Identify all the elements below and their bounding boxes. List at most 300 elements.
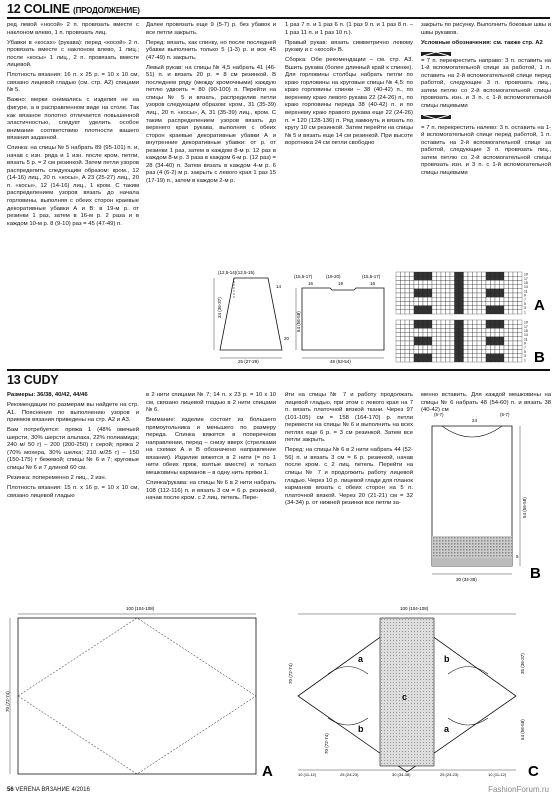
- chart-cell: [500, 324, 505, 328]
- chart-cell: [513, 358, 518, 362]
- chart-cell: [455, 280, 460, 284]
- chart-cell: [437, 337, 442, 341]
- chart-cell: [414, 337, 419, 341]
- chart-cell: [446, 354, 451, 358]
- body-schematic: [292, 268, 392, 364]
- chart-cell: [504, 297, 509, 301]
- chart-cell: [473, 337, 478, 341]
- chart-cell: [468, 289, 473, 293]
- chart-cell: [410, 285, 415, 289]
- chart-cell: [414, 301, 419, 305]
- chart-cell: [423, 328, 428, 332]
- chart-row-number: 7: [524, 345, 526, 350]
- chart-cell: [455, 341, 460, 345]
- paragraph: 1 раз 7 п. и 1 раз 6 п. (1 раз 9 п. и 1 раз 8 п. – 1 раз 11 п. и 1 раз 10 п.).: [285, 22, 413, 36]
- chart-cell: [410, 276, 415, 280]
- chart-cell: [518, 349, 523, 353]
- paragraph: Спинка: на спицы № 5 набрать 89 (95-101) п. и, начав с изн. ряда и 1 изн. после кром. петли, вязать 5 р. = 2 см резинкой. Затем петли узоров распределить следующим образом: кром., 12 (14-16) лиц., 20 п. «косы», А 23 (25-27) лиц., 20 п. «косы», 12 (14-16) лиц., 1 кром. С таким распределением узоров вязать до начала горловины, выполняя с обеих сторон краевые декоративные убавки А и В: в 19-м р. от резинки 1 раз, затем в 16-м р. 2 раза и в каждом 10-м р. 8 (9-10) раз = 45 (47-49) п.: [7, 145, 139, 227]
- chart-cell: [410, 341, 415, 345]
- chart-cell: [473, 280, 478, 284]
- chart-cell: [450, 354, 455, 358]
- chart-cell: [491, 354, 496, 358]
- chart-cell: [518, 293, 523, 297]
- chart-cell: [500, 272, 505, 276]
- chart-cell: [459, 349, 464, 353]
- chart-cell: [468, 328, 473, 332]
- section-13-title: CUDY: [23, 373, 59, 387]
- chart-cell: [509, 354, 514, 358]
- chart-cell: [401, 289, 406, 293]
- chart-cell: [459, 358, 464, 362]
- chart-cell: [423, 306, 428, 310]
- chart-cell: [441, 285, 446, 289]
- chart-cell: [441, 272, 446, 276]
- chart-cell: [513, 328, 518, 332]
- section-13-col-3: [285, 392, 413, 510]
- chart-cell: [482, 301, 487, 305]
- chart-cell: [468, 337, 473, 341]
- chart-cell: [432, 310, 437, 314]
- chart-cell: [455, 272, 460, 276]
- chart-cell: [491, 276, 496, 280]
- chart-cell: [477, 349, 482, 353]
- chart-cell: [410, 306, 415, 310]
- chart-row-number: 5: [524, 350, 526, 354]
- chart-cell: [482, 280, 487, 284]
- chart-cell: [509, 333, 514, 337]
- chart-cell: [504, 354, 509, 358]
- chart-cell: [491, 280, 496, 284]
- chart-cell: [428, 289, 433, 293]
- chart-cell: [450, 276, 455, 280]
- chart-cell: [414, 280, 419, 284]
- chart-cell: [423, 301, 428, 305]
- paragraph: = 7 п. перекрестить направо: 3 п. оставить на 1-й вспомогательной спице за работой, 1 п. оставить на 2-й вспомогательной спице перед работой, следующие 3 п. провязать лиц., затем петлю со 2-й вспомогательной спицы провязать изн. и 3 п. с 1-й вспомогательной спицы лицевыми: [421, 57, 551, 109]
- chart-cell: [509, 285, 514, 289]
- chart-cell: [419, 293, 424, 297]
- chart-cell: [495, 306, 500, 310]
- chart-cell: [477, 333, 482, 337]
- chart-cell: [441, 337, 446, 341]
- chart-cell: [441, 297, 446, 301]
- paragraph: Перед: на спицы № 6 в 2 нити набрать 44 (52-56) п. и вязать 3 см = 6 р. резинкой, начав после кром. с 2 лиц. петель. Перейти на спицы № 7 и продолжить работу лицевой гладью. Через 10 р. лицевой глади для планок карманов вязать с обеих сторон на 5 п. платочной вязкой. Через 20 (21-21) см = 32 (34-34) р. от нижней резинки все петли за-: [285, 447, 414, 507]
- label: 100 (104-108): [400, 606, 429, 611]
- chart-cell: [401, 306, 406, 310]
- chart-cell: [459, 324, 464, 328]
- chart-cell: [410, 337, 415, 341]
- chart-cell: [459, 276, 464, 280]
- paragraph: Внимание: изделие состоит из большего прямоугольника и меньшего по размеру переда. Спинка вяжется в поперечном направлении, перед – снизу вверх (стрелками на схемах А и В обозначено направление вязания). Изделие вяжется в 2 нити (= по 1 нити обеих пряж, взятые вместе) и только мешковины карманов – в одну нить пряжи 1.: [146, 417, 276, 476]
- label: 35 (36-37): [520, 653, 525, 674]
- chart-cell: [464, 341, 469, 345]
- chart-row-number: 15: [524, 329, 528, 333]
- chart-row-number: 19: [524, 272, 528, 277]
- label: 54 (56-58): [522, 497, 527, 518]
- chart-cell: [504, 358, 509, 362]
- chart-cell: [419, 345, 424, 349]
- chart-cell: [491, 310, 496, 314]
- chart-cell: [482, 276, 487, 280]
- chart-cell: [455, 285, 460, 289]
- chart-cell: [414, 289, 419, 293]
- chart-cell: [468, 333, 473, 337]
- chart-cell: [477, 285, 482, 289]
- chart-cell: [401, 280, 406, 284]
- chart-cell: [401, 333, 406, 337]
- chart-cell: [437, 349, 442, 353]
- chart-cell: [477, 320, 482, 324]
- chart-cell: [459, 337, 464, 341]
- chart-cell: [464, 272, 469, 276]
- chart-cell: [491, 297, 496, 301]
- chart-cell: [468, 354, 473, 358]
- chart-cell: [410, 310, 415, 314]
- watermark: FashionForum.ru: [488, 785, 549, 794]
- label: (5-7): [500, 412, 510, 417]
- chart-cell: [473, 310, 478, 314]
- chart-cell: [500, 310, 505, 314]
- chart-cell: [414, 306, 419, 310]
- chart-cell: [419, 358, 424, 362]
- chart-cell: [477, 289, 482, 293]
- chart-cell: [432, 345, 437, 349]
- chart-row-number: 17: [524, 324, 528, 329]
- chart-cell: [495, 324, 500, 328]
- chart-cell: [459, 333, 464, 337]
- chart-cell: [509, 280, 514, 284]
- chart-cell: [495, 285, 500, 289]
- chart-cell: [441, 349, 446, 353]
- chart-cell: [419, 310, 424, 314]
- chart-cell: [486, 328, 491, 332]
- chart-cell: [486, 341, 491, 345]
- chart-cell: [446, 328, 451, 332]
- chart-cell: [437, 324, 442, 328]
- chart-cell: [396, 272, 401, 276]
- chart-cell: [486, 310, 491, 314]
- chart-cell: [504, 289, 509, 293]
- chart-cell: [500, 354, 505, 358]
- chart-cell: [468, 306, 473, 310]
- chart-cell: [509, 358, 514, 362]
- chart-cell: [423, 272, 428, 276]
- chart-cell: [477, 354, 482, 358]
- chart-cell: [504, 320, 509, 324]
- chart-cell: [518, 280, 523, 284]
- chart-cell: [437, 293, 442, 297]
- label: 70 (72-74): [5, 691, 10, 712]
- chart-cell: [401, 320, 406, 324]
- chart-cell: [441, 306, 446, 310]
- label: 30 (34-38): [392, 772, 411, 777]
- chart-cell: [428, 306, 433, 310]
- chart-cell: [437, 310, 442, 314]
- chart-cell: [482, 337, 487, 341]
- chart-cell: [468, 320, 473, 324]
- chart-cell: [468, 293, 473, 297]
- chart-cell: [396, 333, 401, 337]
- chart-cell: [518, 297, 523, 301]
- chart-cell: [504, 341, 509, 345]
- label: 30 (34-38): [456, 577, 477, 582]
- chart-cell: [450, 272, 455, 276]
- chart-cell: [432, 272, 437, 276]
- chart-cell: [450, 349, 455, 353]
- chart-cell: [437, 354, 442, 358]
- chart-cell: [464, 333, 469, 337]
- chart-cell: [441, 293, 446, 297]
- chart-cell: [500, 337, 505, 341]
- chart-cell: [459, 320, 464, 324]
- label: 70 (72-74): [288, 663, 293, 684]
- chart-cell: [446, 272, 451, 276]
- chart-cell: [410, 272, 415, 276]
- chart-cell: [410, 301, 415, 305]
- chart-cell: [509, 345, 514, 349]
- chart-cell: [446, 297, 451, 301]
- chart-cell: [441, 324, 446, 328]
- chart-cell: [401, 293, 406, 297]
- chart-cell: [419, 354, 424, 358]
- chart-cell: [432, 354, 437, 358]
- chart-cell: [500, 285, 505, 289]
- chart-cell: [495, 345, 500, 349]
- paragraph: Важно: мерки снимались с изделия не на фигуре, а в расправленном виде на столе. Так как вязаное полотно отличается повышенной эластичностью, следует уделить особое внимание соответствию плотности вашего вязания заданной.: [7, 97, 139, 142]
- chart-cell: [486, 280, 491, 284]
- chart-cell: [482, 285, 487, 289]
- chart-cell: [437, 301, 442, 305]
- label: 10 (11-12): [298, 772, 317, 777]
- chart-cell: [419, 297, 424, 301]
- chart-cell: [509, 337, 514, 341]
- chart-cell: [482, 306, 487, 310]
- chart-cell: [473, 328, 478, 332]
- chart-cell: [468, 285, 473, 289]
- section-12-number: 12: [7, 2, 21, 16]
- chart-cell: [455, 354, 460, 358]
- chart-cell: [437, 345, 442, 349]
- chart-cell: [477, 297, 482, 301]
- schematic-c-letter: C: [528, 763, 539, 780]
- chart-cell: [396, 310, 401, 314]
- chart-cell: [464, 358, 469, 362]
- chart-cell: [500, 293, 505, 297]
- chart-cell: [518, 333, 523, 337]
- chart-cell: [396, 276, 401, 280]
- sleeve-schematic: [212, 268, 292, 364]
- chart-cell: [473, 306, 478, 310]
- chart-cell: [419, 320, 424, 324]
- chart-cell: [500, 328, 505, 332]
- chart-cell: [486, 306, 491, 310]
- chart-cell: [419, 349, 424, 353]
- chart-cell: [441, 358, 446, 362]
- chart-cell: [410, 354, 415, 358]
- chart-cell: [504, 349, 509, 353]
- chart-cell: [500, 349, 505, 353]
- chart-cell: [437, 276, 442, 280]
- chart-cell: [477, 272, 482, 276]
- chart-cell: [423, 324, 428, 328]
- chart-cell: [401, 324, 406, 328]
- chart-cell: [405, 354, 410, 358]
- chart-cell: [518, 276, 523, 280]
- chart-cell: [477, 310, 482, 314]
- chart-cell: [428, 272, 433, 276]
- chart-cell: [486, 272, 491, 276]
- chart-cell: [419, 306, 424, 310]
- chart-cell: [513, 289, 518, 293]
- chart-cell: [428, 285, 433, 289]
- paragraph: ред левой «носой» 2 п. провязать вместе с наклоном влево, 1 п. провязать лиц.: [7, 22, 139, 36]
- chart-cell: [468, 349, 473, 353]
- chart-cell: [414, 293, 419, 297]
- chart-cell: [441, 289, 446, 293]
- chart-cell: [446, 320, 451, 324]
- chart-cell: [486, 337, 491, 341]
- chart-cell: [486, 285, 491, 289]
- chart-cell: [396, 293, 401, 297]
- body-height-label: 54 (56-58): [296, 311, 301, 332]
- chart-cell: [459, 289, 464, 293]
- chart-cell: [473, 358, 478, 362]
- chart-cell: [509, 272, 514, 276]
- chart-cell: [396, 324, 401, 328]
- chart-cell: [446, 358, 451, 362]
- chart-cell: [477, 328, 482, 332]
- chart-cell: [482, 272, 487, 276]
- chart-cell: [405, 276, 410, 280]
- chart-cell: [473, 272, 478, 276]
- chart-cell: [414, 358, 419, 362]
- chart-cell: [495, 337, 500, 341]
- chart-cell: [414, 285, 419, 289]
- chart-cell: [396, 358, 401, 362]
- chart-cell: [441, 354, 446, 358]
- chart-cell: [428, 297, 433, 301]
- chart-cell: [432, 349, 437, 353]
- chart-row-number: 11: [524, 337, 528, 342]
- chart-cell: [428, 276, 433, 280]
- chart-cell: [405, 293, 410, 297]
- zone-label: b: [444, 654, 450, 664]
- paragraph: Плотность вязания: 15 п. х 16 р. = 10 х 10 см, связано лицевой гладью: [7, 485, 139, 499]
- chart-cell: [396, 337, 401, 341]
- chart-row-number: 9: [524, 293, 526, 298]
- chart-cell: [459, 328, 464, 332]
- chart-cell: [396, 328, 401, 332]
- zone-label: b: [358, 724, 364, 734]
- body-label: 16: [370, 281, 376, 286]
- chart-cell: [464, 280, 469, 284]
- chart-cell: [464, 285, 469, 289]
- chart-cell: [486, 289, 491, 293]
- chart-cell: [482, 345, 487, 349]
- chart-cell: [437, 285, 442, 289]
- chart-cell: [477, 306, 482, 310]
- chart-cell: [477, 324, 482, 328]
- paragraph: в 2 нити спицами № 7; 14 п. х 23 р. = 10 х 10 см, связано лицевой гладью в 2 нити спицами № 6.: [146, 392, 276, 414]
- chart-cell: [473, 354, 478, 358]
- chart-cell: [491, 320, 496, 324]
- chart-cell: [441, 276, 446, 280]
- paragraph: Перед: вязать, как спинку, но после последней убавки выполнить только 5 (1-3) р. и все 45 (47-49) п. закрыть.: [146, 39, 276, 61]
- chart-cell: [396, 320, 401, 324]
- chart-cell: [405, 306, 410, 310]
- chart-row-number: 17: [524, 276, 528, 281]
- chart-cell: [459, 280, 464, 284]
- chart-cell: [513, 324, 518, 328]
- body-label: (15,5-17): [294, 274, 313, 279]
- chart-cell: [401, 272, 406, 276]
- chart-cell: [468, 324, 473, 328]
- chart-cell: [401, 358, 406, 362]
- chart-cell: [513, 337, 518, 341]
- section-12-rule: [7, 17, 550, 19]
- chart-cell: [455, 337, 460, 341]
- chart-cell: [473, 333, 478, 337]
- chart-cell: [491, 337, 496, 341]
- zone-label: c: [402, 692, 408, 702]
- chart-cell: [410, 280, 415, 284]
- chart-cell: [468, 358, 473, 362]
- chart-cell: [414, 324, 419, 328]
- chart-cell: [486, 293, 491, 297]
- chart-cell: [482, 328, 487, 332]
- chart-cell: [401, 328, 406, 332]
- chart-cell: [414, 354, 419, 358]
- chart-cell: [414, 276, 419, 280]
- chart-cell: [450, 293, 455, 297]
- chart-cell: [428, 341, 433, 345]
- chart-cell: [441, 345, 446, 349]
- chart-cell: [473, 276, 478, 280]
- chart-cell: [401, 354, 406, 358]
- chart-cell: [450, 324, 455, 328]
- section-12-col-2: [146, 22, 276, 188]
- chart-cell: [491, 289, 496, 293]
- chart-cell: [414, 328, 419, 332]
- chart-cell: [464, 328, 469, 332]
- chart-cell: [504, 293, 509, 297]
- chart-cell: [414, 341, 419, 345]
- chart-cell: [423, 345, 428, 349]
- chart-cell: [450, 301, 455, 305]
- label: 5: [516, 554, 519, 559]
- chart-cell: [428, 293, 433, 297]
- chart-cell: [446, 280, 451, 284]
- chart-row-number: 1: [524, 310, 526, 315]
- chart-cell: [423, 349, 428, 353]
- chart-cell: [401, 337, 406, 341]
- chart-cell: [396, 354, 401, 358]
- chart-cell: [446, 289, 451, 293]
- chart-cell: [396, 341, 401, 345]
- chart-cell: [495, 301, 500, 305]
- section-12-header: [7, 1, 140, 17]
- chart-cell: [437, 333, 442, 337]
- chart-cell: [414, 349, 419, 353]
- chart-cell: [513, 280, 518, 284]
- section-13-header: [7, 372, 58, 388]
- chart-cell: [459, 272, 464, 276]
- paragraph: менно вставить. Для каждой мешковины на спицы № 6 набрать 48 (54-60) п. и вязать 38 (40-42) см: [421, 392, 551, 414]
- chart-cell: [464, 320, 469, 324]
- paragraph: = 7 п. перекрестить налево: 3 п. оставить на 1-й вспомогательной спице перед работой, 1 п. оставить на 2-й вспомогательной спице за работой, следующие 3 п. провязать лиц., затем петлю со 2-й вспомогательной спицы провязать изн. и 3 п. с 1-й вспомогательной спицы лицевыми: [421, 124, 551, 176]
- chart-row-number: 1: [524, 358, 526, 363]
- chart-cell: [504, 276, 509, 280]
- chart-cell: [437, 341, 442, 345]
